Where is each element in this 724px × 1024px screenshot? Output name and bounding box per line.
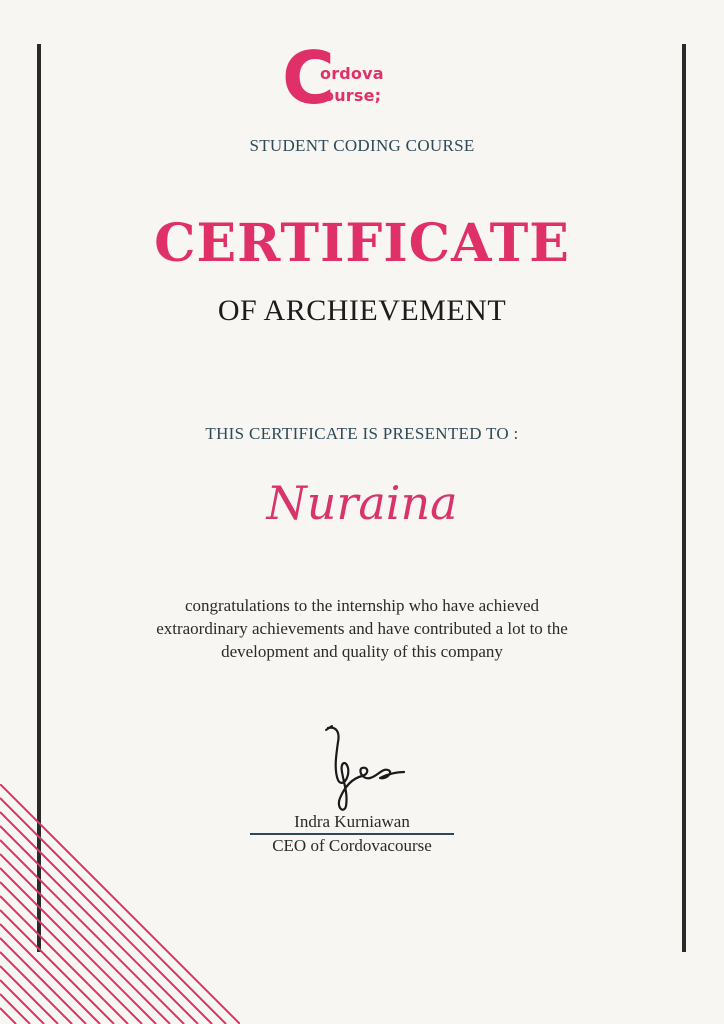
logo-letter-c: C [282,36,335,120]
body-line: development and quality of this company [221,642,503,661]
recipient-name: Nuraina [266,476,458,530]
certificate-subtitle: OF ARCHIEVEMENT [217,294,507,327]
logo-text-line2: ourse; [323,86,382,105]
signature-image [318,722,408,814]
signature-divider [250,833,454,835]
signer-name: Indra Kurniawan [294,812,410,831]
certificate-body [80,594,644,663]
signer-title: CEO of Cordovacourse [272,836,432,855]
body-line: congratulations to the internship who have achieved [184,596,540,615]
diagonal-stripes-decoration [0,784,240,1024]
certificate-title: CERTIFICATE [154,213,570,274]
body-line: extraordinary achievements and have contributed a lot to the [156,619,568,638]
cordova-course-logo [282,36,442,120]
presented-to-label: THIS CERTIFICATE IS PRESENTED TO : [205,424,519,443]
logo-text-line1: ordova [320,64,384,83]
course-subtitle: STUDENT CODING COURSE [249,136,475,155]
